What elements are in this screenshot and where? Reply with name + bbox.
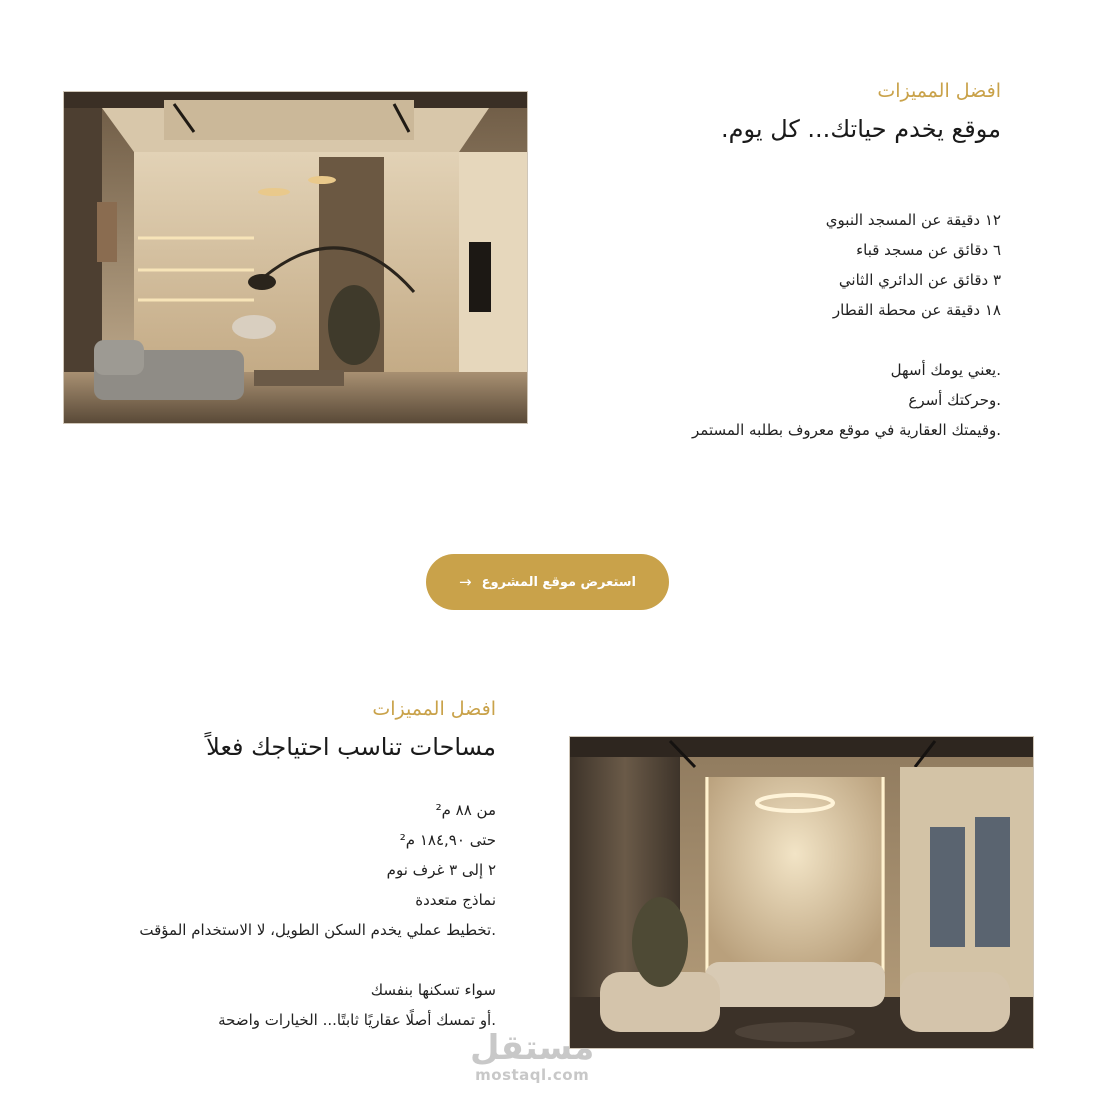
benefit-line: .يعني يومك أسهل [890, 361, 1001, 379]
list-item: ٦ دقائق عن مسجد قباء [856, 241, 1001, 259]
list-item: ٣ دقائق عن الدائري الثاني [838, 271, 1001, 289]
living-room-image [63, 91, 528, 424]
sitting-room-image [569, 736, 1034, 1049]
distance-list [692, 205, 1001, 445]
closing-line: سواء تسكنها بنفسك [370, 981, 496, 999]
watermark-url: mostaql.com [475, 1066, 590, 1084]
list-item: .تخطيط عملي يخدم السكن الطويل، لا الاستخدام المؤقت [139, 921, 496, 939]
list-item: ١٢ دقيقة عن المسجد النبوي [825, 211, 1001, 229]
closing-line: .أو تمسك أصلًا عقاريًا ثابتًا... الخيارات واضحة [218, 1011, 496, 1029]
list-item: من ٨٨ م² [435, 801, 496, 819]
section-title: موقع يخدم حياتك... كل يوم. [721, 115, 1001, 143]
watermark-logo: مستقل [470, 1028, 595, 1068]
list-item: ١٨ دقيقة عن محطة القطار [832, 301, 1001, 319]
arrow-left-icon: → [459, 573, 472, 591]
view-project-location-button[interactable] [426, 554, 669, 610]
list-item: حتى ١٨٤,٩٠ م² [399, 831, 496, 849]
cta-label: استعرض موقع المشروع [481, 574, 637, 590]
spec-list [139, 795, 496, 1035]
list-item: نماذج متعددة [415, 891, 496, 909]
benefit-line: .وحركتك أسرع [908, 391, 1001, 409]
section-eyebrow: افضل المميزات [877, 80, 1001, 102]
mostaql-watermark [470, 1030, 594, 1084]
section-eyebrow: افضل المميزات [372, 698, 496, 720]
section-title: مساحات تناسب احتياجك فعلاً [206, 733, 496, 761]
list-item: ٢ إلى ٣ غرف نوم [386, 861, 496, 879]
benefit-line: .وقيمتك العقارية في موقع معروف بطلبه المستمر [692, 421, 1001, 439]
